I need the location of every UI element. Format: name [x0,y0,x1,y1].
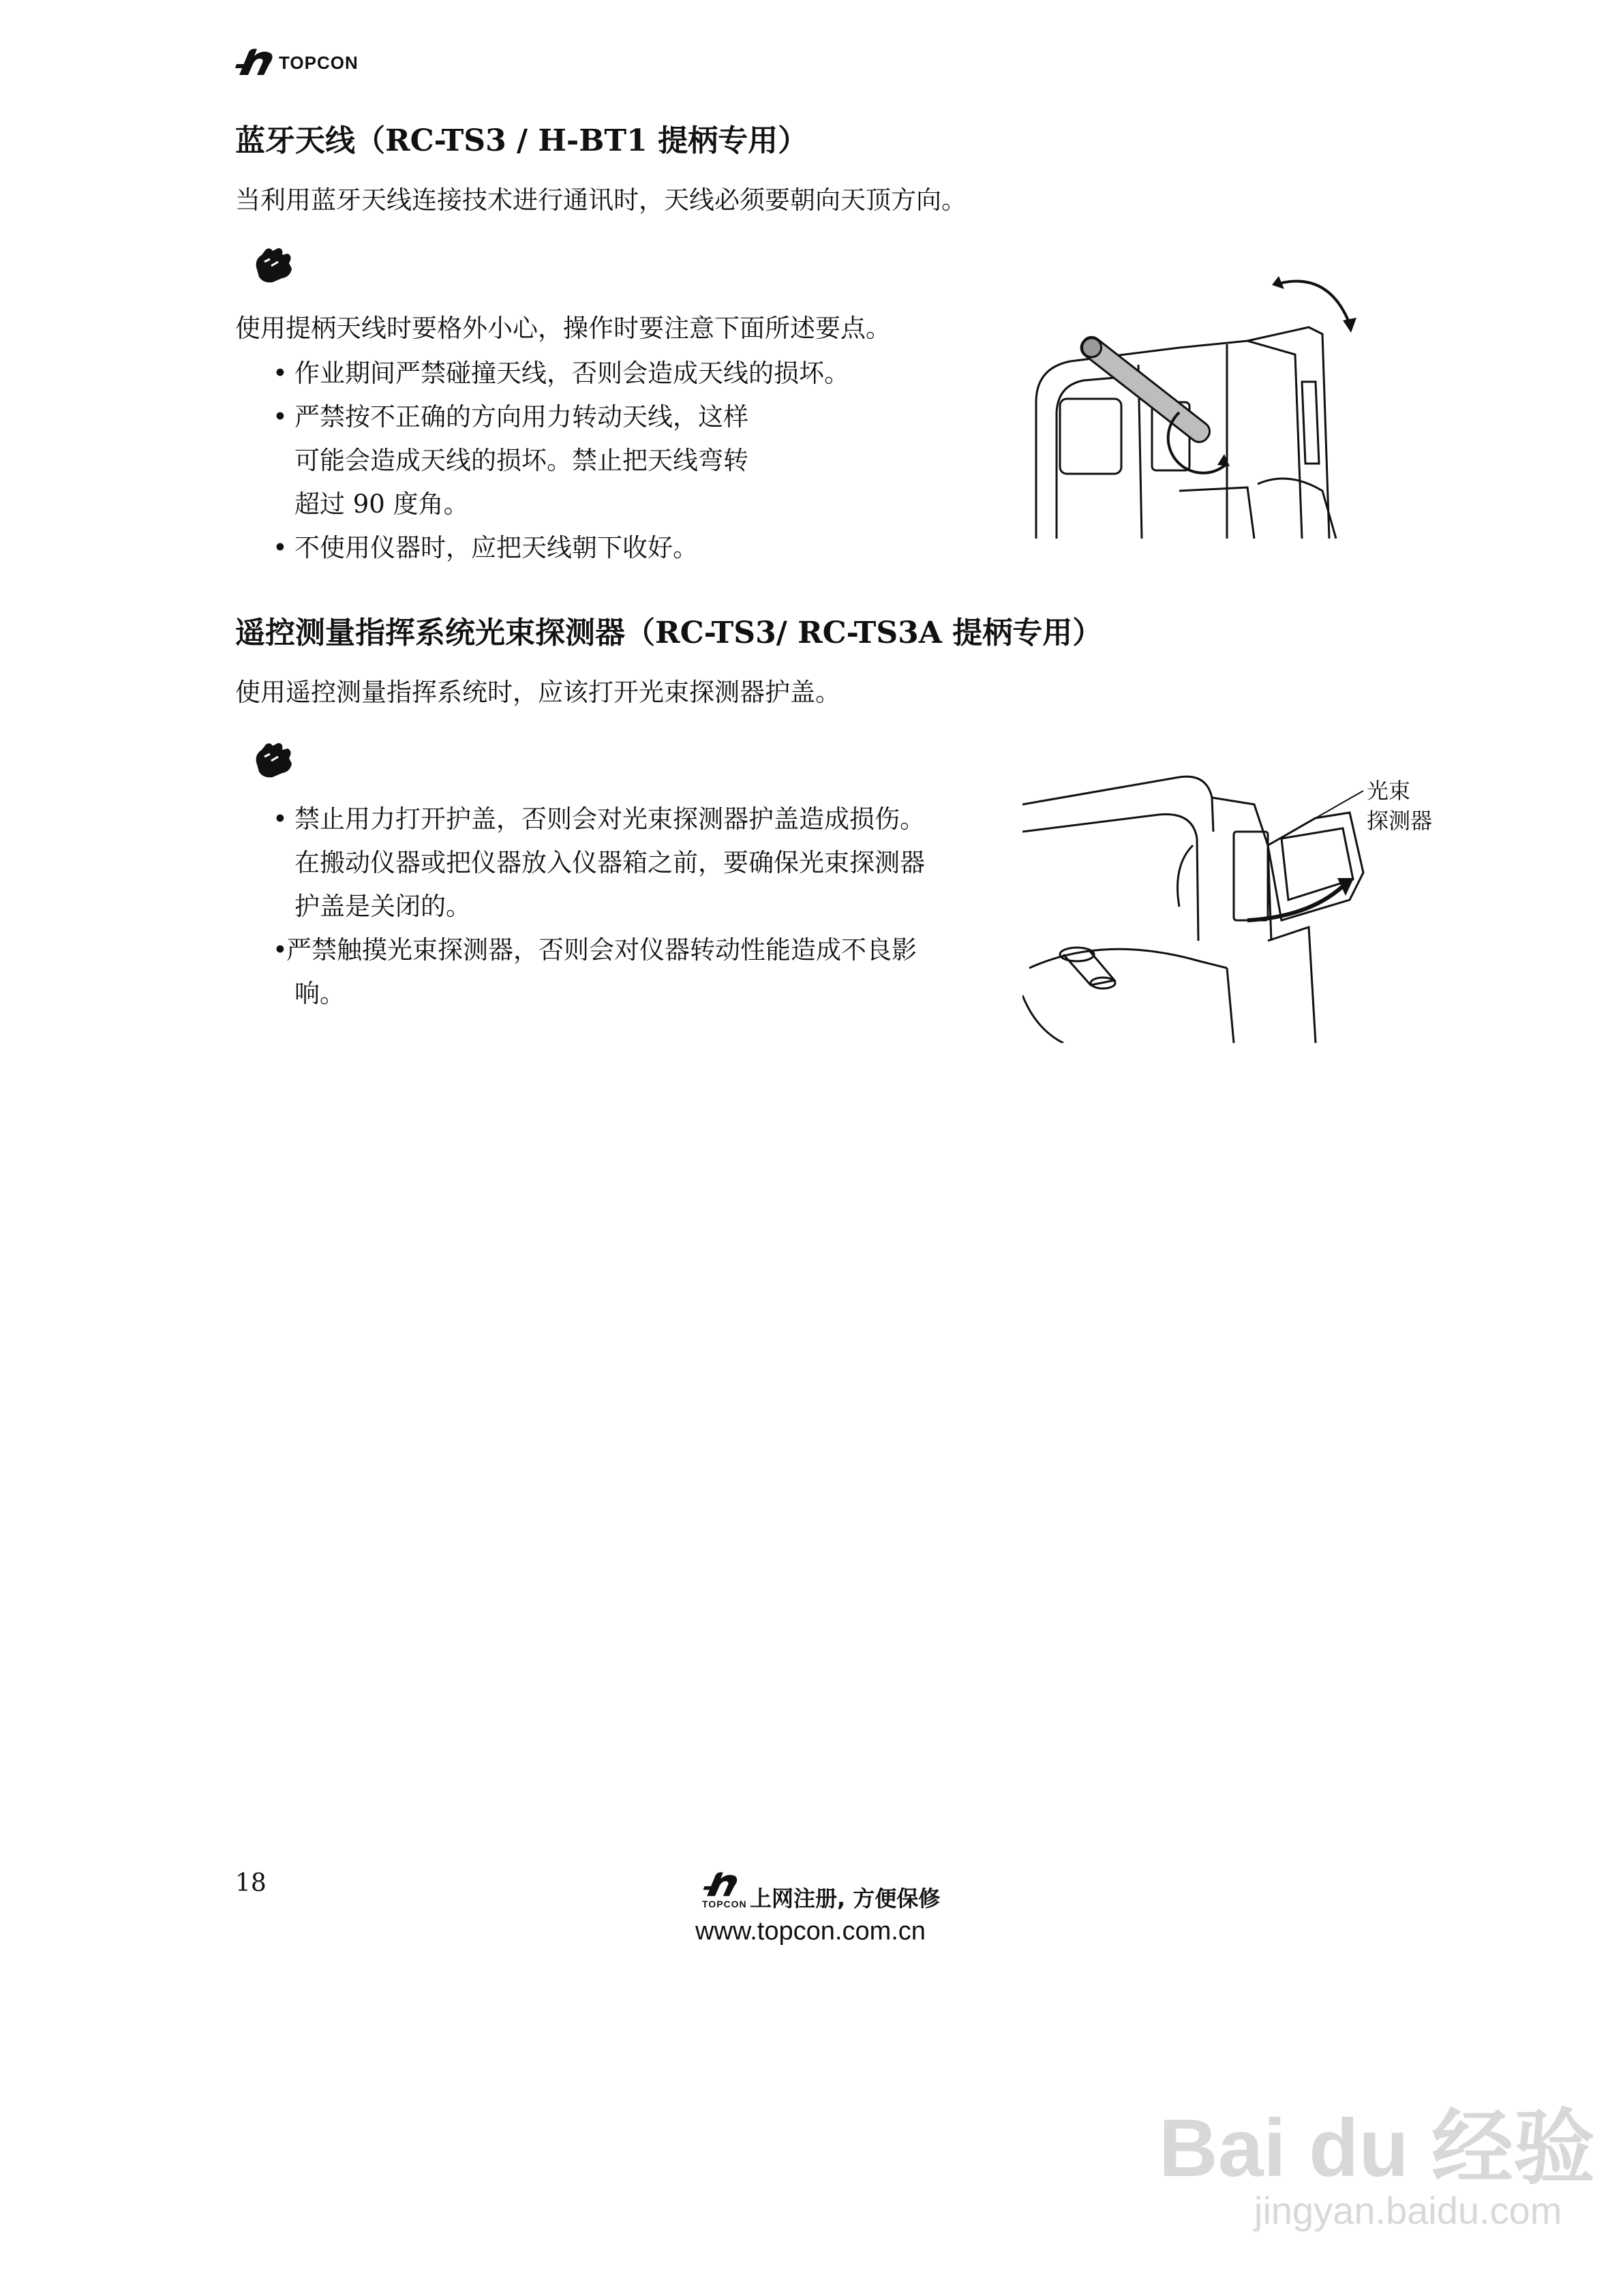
caution-hand-icon [252,742,293,779]
footer-brand: TOPCON [702,1899,747,1909]
caution-hand-icon [252,247,293,284]
footer-logo [702,1871,747,1909]
section1-title: 蓝牙天线（RC-TS3 / H-BT1 提柄专用） [235,123,808,158]
antenna-illustration [1022,245,1391,545]
figure-label-line1: 光束 [1367,778,1411,804]
section1-intro: 当利用蓝牙天线连接技术进行通讯时，天线必须要朝向天顶方向。 [235,185,967,215]
footer-url: www.topcon.com.cn [695,1917,926,1946]
beam-detector-illustration [1022,764,1404,1043]
section2-title: 遥控测量指挥系统光束探测器（RC-TS3/ RC-TS3A 提柄专用） [235,616,1103,650]
watermark-brand: Bai du 经验 [1159,2102,1596,2194]
topcon-logo-icon [702,1871,740,1899]
section2-bullet-1-line1: 禁止用力打开护盖，否则会对光束探测器护盖造成损伤。 [294,804,925,834]
figure-label-line2: 探测器 [1367,808,1433,834]
topcon-logo-icon [235,48,275,78]
section2-bullet-1-line2: 在搬动仪器或把仪器放入仪器箱之前，要确保光束探测器 [294,848,925,877]
section1-note-lead: 使用提柄天线时要格外小心，操作时要注意下面所述要点。 [235,314,891,343]
section1-bullet-3: 不使用仪器时，应把天线朝下收好。 [294,533,698,562]
bullet-dot: • [273,935,288,965]
section1-bullet-2-line1: 严禁按不正确的方向用力转动天线，这样 [294,402,748,432]
section1-bullet-2-line3: 超过 90 度角。 [294,489,469,519]
bullet-dot: • [273,804,288,834]
section1-bullet-2-line2: 可能会造成天线的损坏。禁止把天线弯转 [294,446,748,475]
footer-slogan: 上网注册, 方便保修 [750,1886,941,1912]
header-brand: TOPCON [279,52,359,73]
section2-bullet-1-line3: 护盖是关闭的。 [294,892,471,921]
section2-intro: 使用遥控测量指挥系统时，应该打开光束探测器护盖。 [235,678,840,707]
section1-bullet-1: 作业期间严禁碰撞天线，否则会造成天线的损坏。 [294,359,849,388]
section2-bullet-2-line2: 响。 [294,979,345,1008]
watermark-url: jingyan.baidu.com [1254,2189,1562,2232]
bullet-dot: • [273,402,288,432]
section2-bullet-2-line1: 严禁触摸光束探测器，否则会对仪器转动性能造成不良影 [286,935,917,965]
watermark-logo [1159,2083,1595,2200]
header-logo [235,48,359,78]
bullet-dot: • [273,533,288,562]
bullet-dot: • [273,359,288,388]
page-number: 18 [235,1869,267,1897]
